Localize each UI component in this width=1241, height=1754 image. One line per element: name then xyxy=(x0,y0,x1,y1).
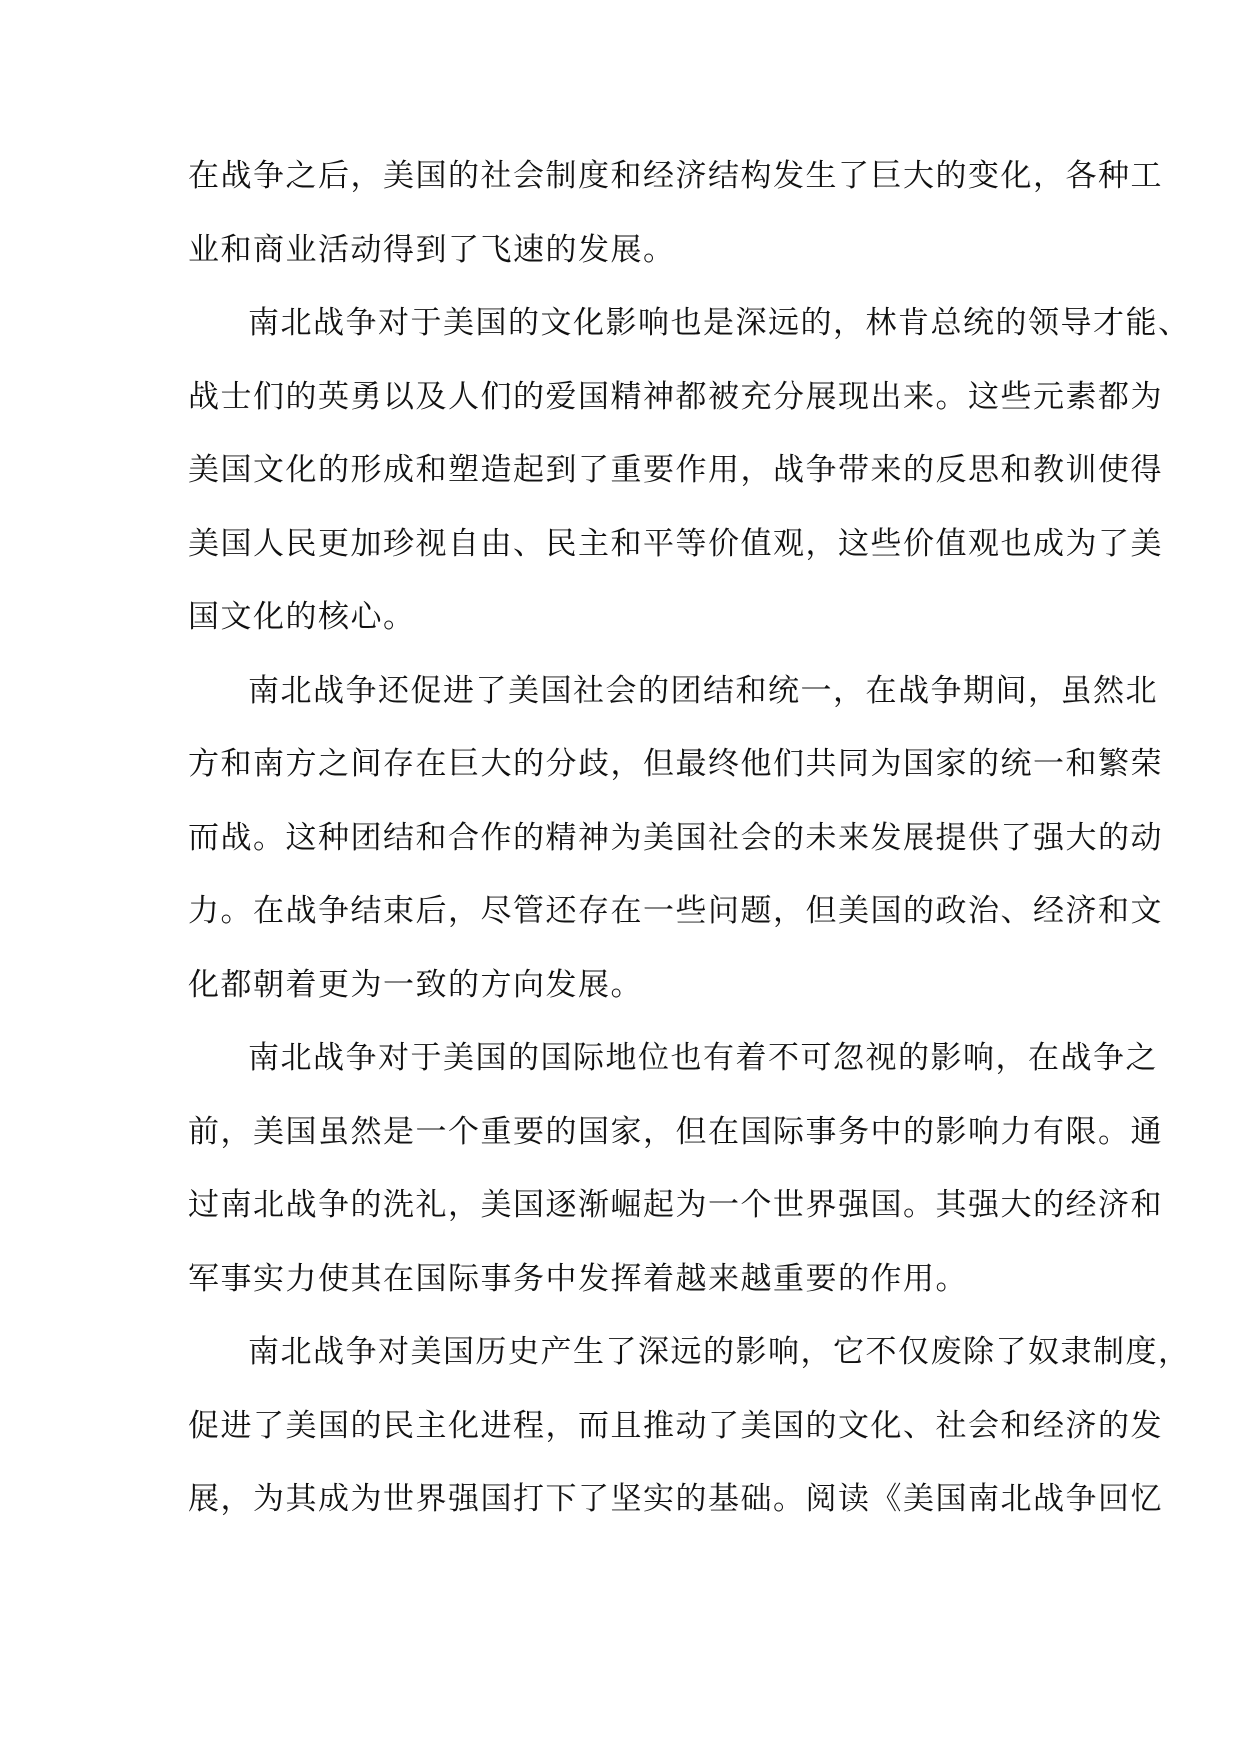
paragraph-2-line-5: 国文化的核心。 xyxy=(188,599,416,635)
paragraph-4-line-2: 前，美国虽然是一个重要的国家，但在国际事务中的影响力有限。通 xyxy=(188,1113,1163,1150)
paragraph-4-line-1: 南北战争对于美国的国际地位也有着不可忽视的影响，在战争之 xyxy=(248,1040,1158,1076)
paragraph-5-line-2: 促进了美国的民主化进程，而且推动了美国的文化、社会和经济的发 xyxy=(188,1407,1163,1444)
paragraph-5-line-1: 南北战争对美国历史产生了深远的影响，它不仅废除了奴隶制度， xyxy=(248,1334,1191,1370)
paragraph-3-line-1: 南北战争还促进了美国社会的团结和统一，在战争期间，虽然北 xyxy=(248,672,1158,709)
paragraph-2-line-1: 南北战争对于美国的文化影响也是深远的，林肯总统的领导才能、 xyxy=(248,305,1191,341)
paragraph-3-line-2: 方和南方之间存在巨大的分歧，但最终他们共同为国家的统一和繁荣 xyxy=(188,746,1163,782)
paragraph-3-line-3: 而战。这种团结和合作的精神为美国社会的未来发展提供了强大的动 xyxy=(188,819,1163,856)
paragraph-1-line-1: 在战争之后，美国的社会制度和经济结构发生了巨大的变化，各种工 xyxy=(188,158,1163,194)
paragraph-4-line-3: 过南北战争的洗礼，美国逐渐崛起为一个世界强国。其强大的经济和 xyxy=(188,1187,1163,1223)
paragraph-2-line-2: 战士们的英勇以及人们的爱国精神都被充分展现出来。这些元素都为 xyxy=(188,378,1163,415)
paragraph-2-line-4: 美国人民更加珍视自由、民主和平等价值观，这些价值观也成为了美 xyxy=(188,525,1163,562)
paragraph-3-line-5: 化都朝着更为一致的方向发展。 xyxy=(188,966,643,1003)
paragraph-3-line-4: 力。在战争结束后，尽管还存在一些问题，但美国的政治、经济和文 xyxy=(188,893,1163,929)
paragraph-5-line-3: 展，为其成为世界强国打下了坚实的基础。阅读《美国南北战争回忆 xyxy=(188,1481,1163,1517)
paragraph-1-line-2: 业和商业活动得到了飞速的发展。 xyxy=(188,231,676,268)
document-body xyxy=(188,140,1191,1537)
paragraph-2-line-3: 美国文化的形成和塑造起到了重要作用，战争带来的反思和教训使得 xyxy=(188,452,1163,488)
paragraph-4-line-4: 军事实力使其在国际事务中发挥着越来越重要的作用。 xyxy=(188,1260,968,1297)
